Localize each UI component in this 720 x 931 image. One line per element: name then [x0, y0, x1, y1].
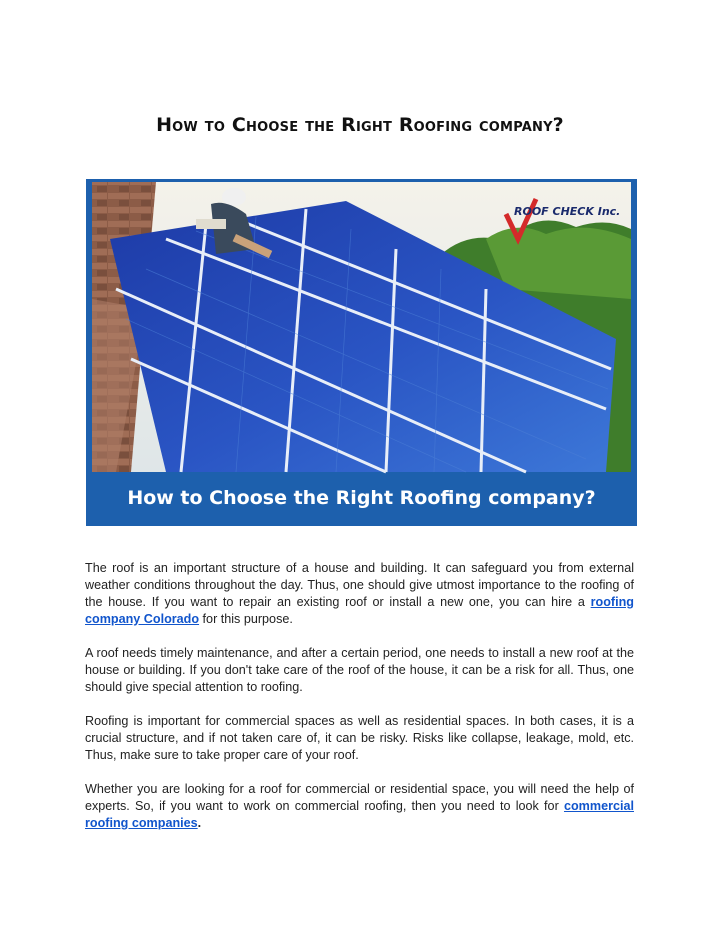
paragraph-1: The roof is an important structure of a house and building. It can safeguard you from external weather conditions throughout the day. Thus, one should give utmost importance to the roofing of the house. If you want to repair an existing roof or install a new one, you can hire a roofing company Colorado for this purpose.	[85, 561, 634, 626]
commercial-roofing-companies-link[interactable]: commercial roofing companies	[85, 799, 634, 830]
paragraph-2: A roof needs timely maintenance, and after a certain period, one needs to install a new roof at the house or building. If you don't take care of the roof of the house, it can be a risk for all. Thus, one should give special attention to roofing.	[85, 646, 634, 694]
banner-text: How to Choose the Right Roofing company?	[127, 487, 596, 509]
article-body	[85, 560, 634, 849]
paragraph-3: Roofing is important for commercial spaces as well as residential spaces. In both cases, it is a crucial structure, and if not taken care of, it can be risky. Risks like collapse, leakage, mold, etc. Thus, make sure to take proper care of your roof.	[85, 714, 634, 762]
page-title: How to Choose the Right Roofing company?	[156, 114, 564, 136]
hero-image	[86, 179, 637, 526]
roofing-company-colorado-link[interactable]: roofing company Colorado	[85, 595, 634, 626]
svg-text:ROOF CHECK Inc.: ROOF CHECK Inc.	[514, 205, 621, 218]
paragraph-4: Whether you are looking for a roof for commercial or residential space, you will need the help of experts. So, if you want to work on commercial roofing, then you need to look for commercial roofing companies.	[85, 782, 634, 830]
